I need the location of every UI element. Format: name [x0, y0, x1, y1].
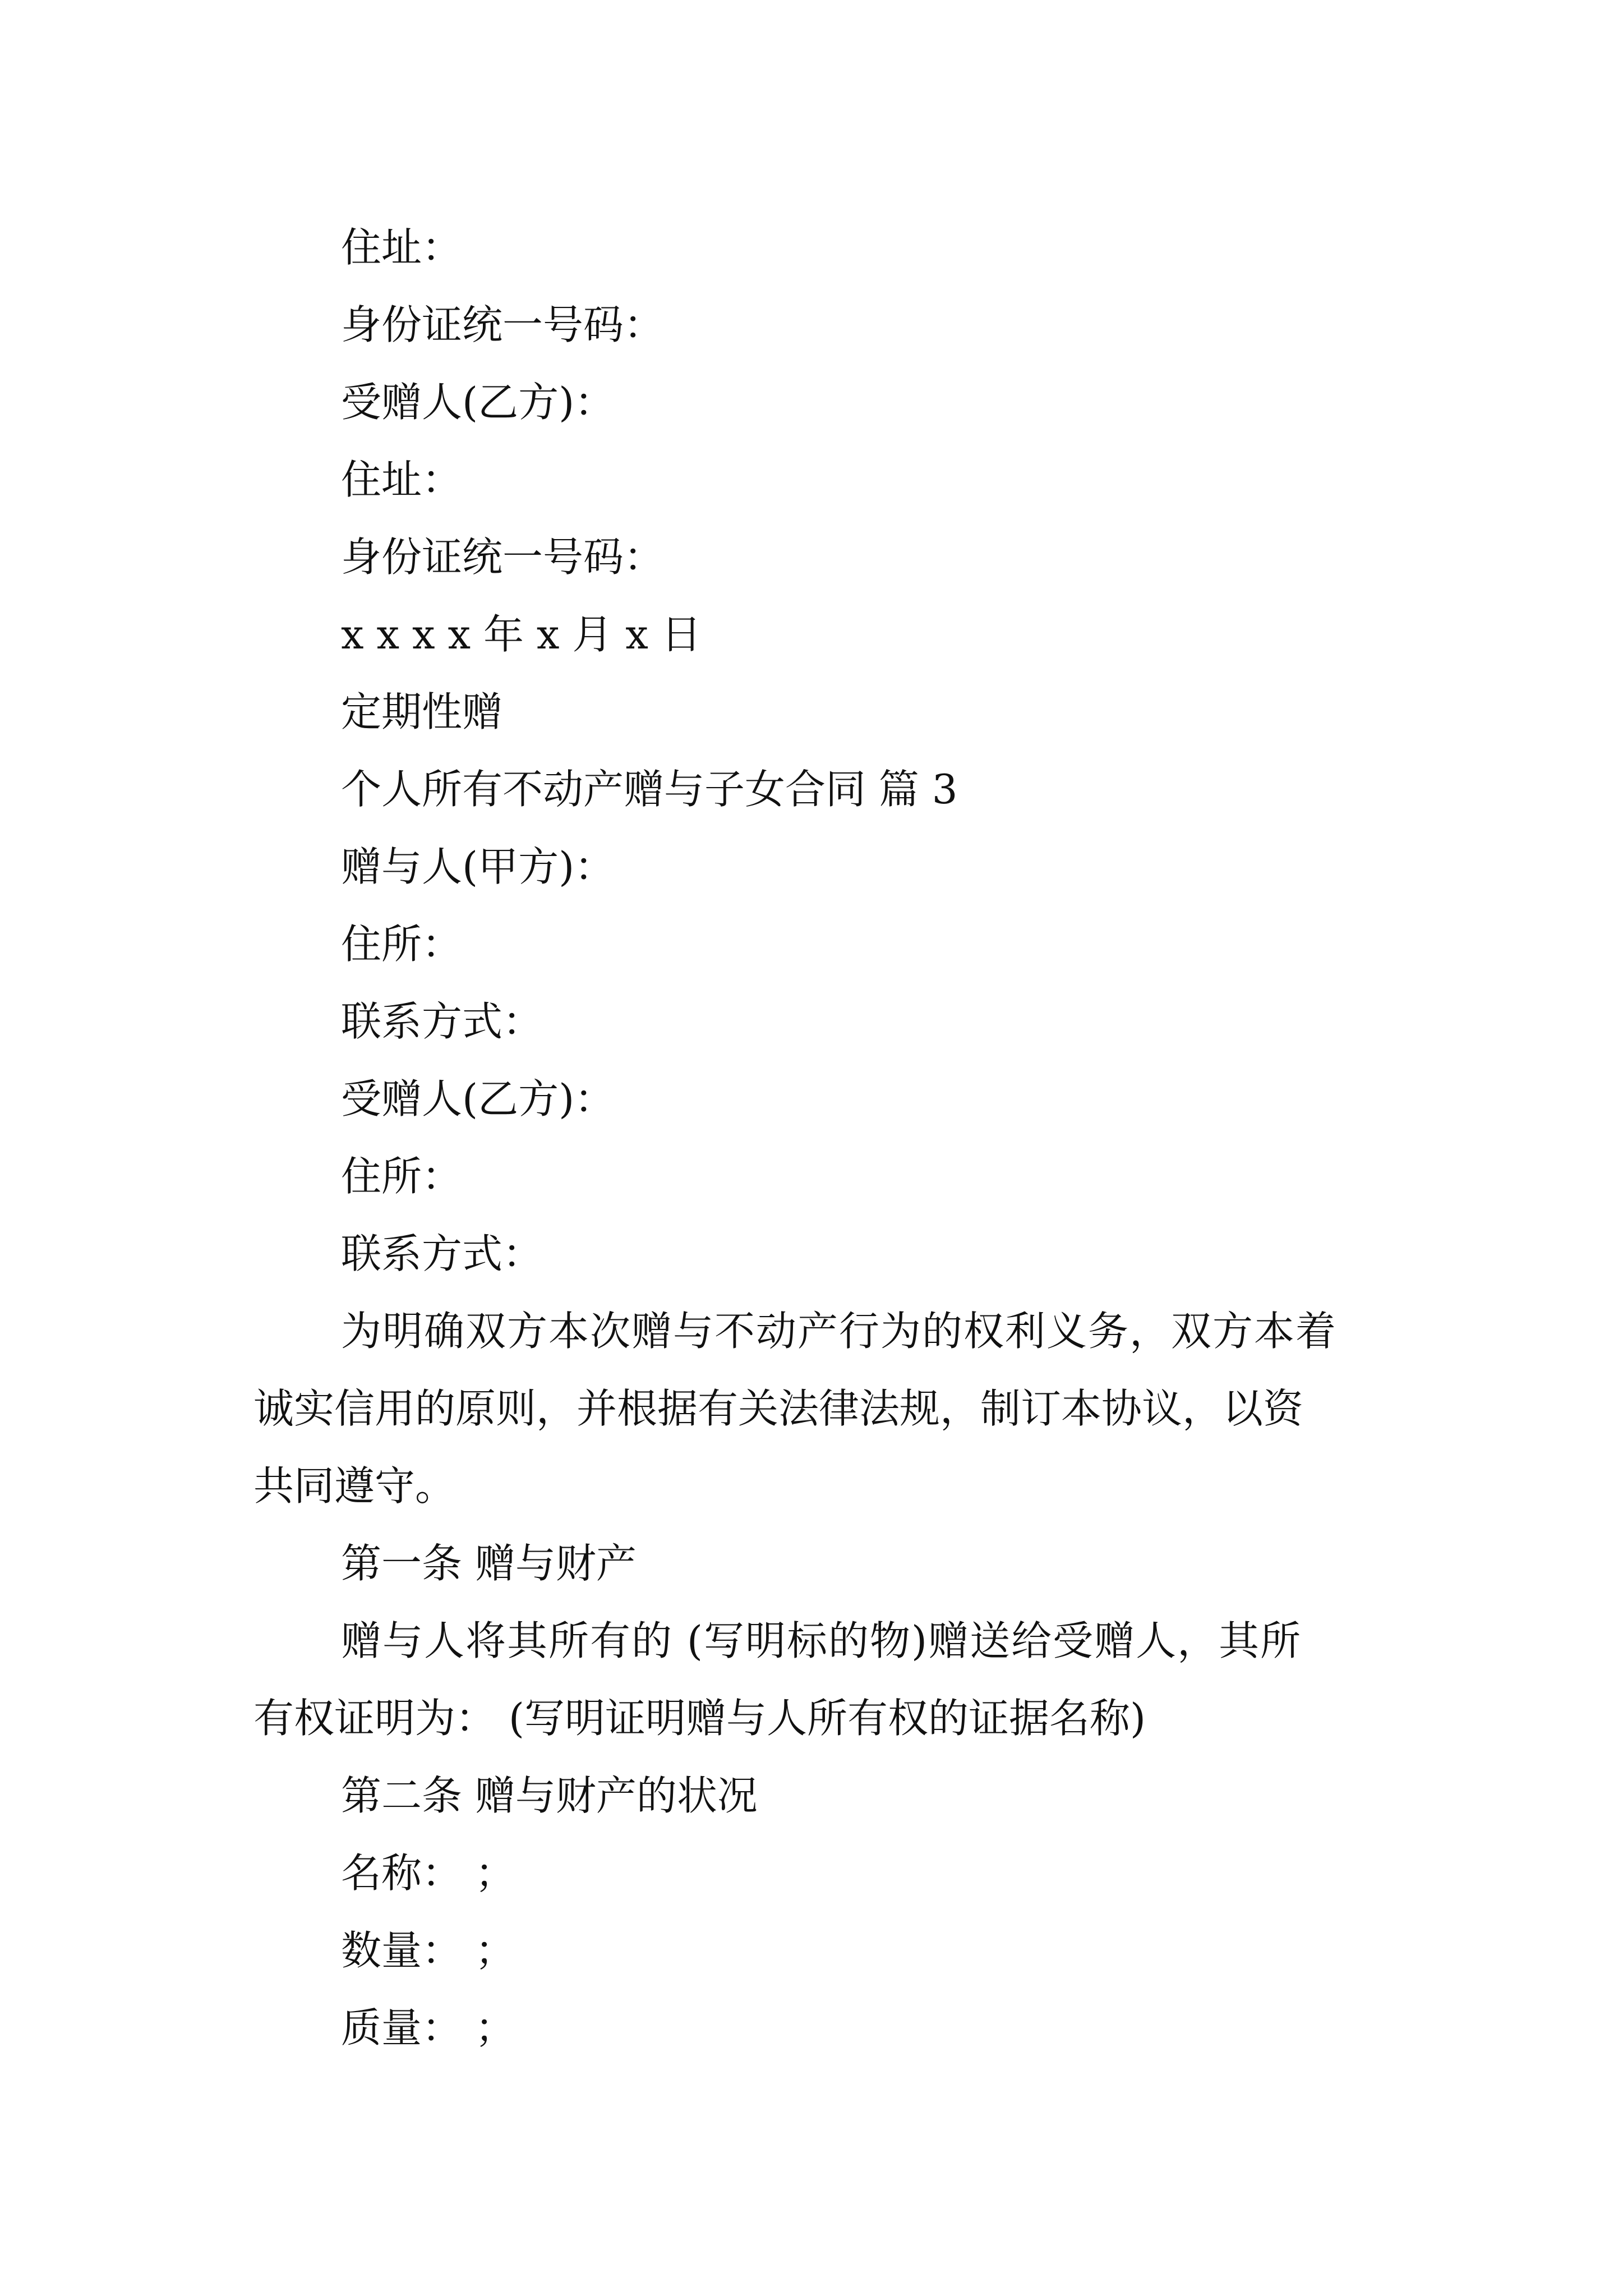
intro-paragraph [253, 1292, 1386, 1525]
donor-contact-label: 联系方式： [341, 998, 543, 1045]
donee-contact-label: 联系方式： [341, 1230, 543, 1277]
item-quantity: 数量： ； [341, 1927, 515, 1974]
article-1-line: 赠与人将其所有的 (写明标的物)赠送给受赠人，其所 [341, 1617, 1302, 1664]
donor-id-label: 身份证统一号码： [341, 301, 665, 348]
donor-party-label: 赠与人(甲方)： [341, 843, 615, 890]
donee-residence-label: 住所： [341, 1153, 463, 1200]
article-1-paragraph [253, 1602, 1386, 1757]
donee-label: 受赠人(乙方)： [341, 379, 615, 426]
donor-address-label: 住址： [341, 224, 463, 271]
donee-id-label: 身份证统一号码： [341, 533, 665, 581]
item-quality: 质量： ； [341, 2004, 515, 2051]
intro-line: 诚实信用的原则，并根据有关法律法规，制订本协议，以资 [253, 1385, 1304, 1432]
article-1-title: 第一条 赠与财产 [341, 1540, 637, 1587]
intro-line: 共同遵守。 [253, 1462, 456, 1510]
contract-title: 个人所有不动产赠与子女合同 篇 3 [341, 766, 958, 813]
article-2-title: 第二条 赠与财产的状况 [341, 1772, 758, 1819]
intro-line: 为明确双方本次赠与不动产行为的权利义务，双方本着 [341, 1308, 1338, 1355]
donee-party-label: 受赠人(乙方)： [341, 1075, 615, 1122]
item-name: 名称： ； [341, 1849, 515, 1897]
donee-address-label: 住址： [341, 456, 463, 503]
date-line: x x x x 年 x 月 x 日 [341, 611, 702, 658]
section-note: 定期性赠 [341, 688, 503, 735]
document-body [253, 209, 1386, 2067]
article-1-line: 有权证明为： (写明证明赠与人所有权的证据名称) [253, 1695, 1146, 1742]
donor-residence-label: 住所： [341, 921, 463, 968]
